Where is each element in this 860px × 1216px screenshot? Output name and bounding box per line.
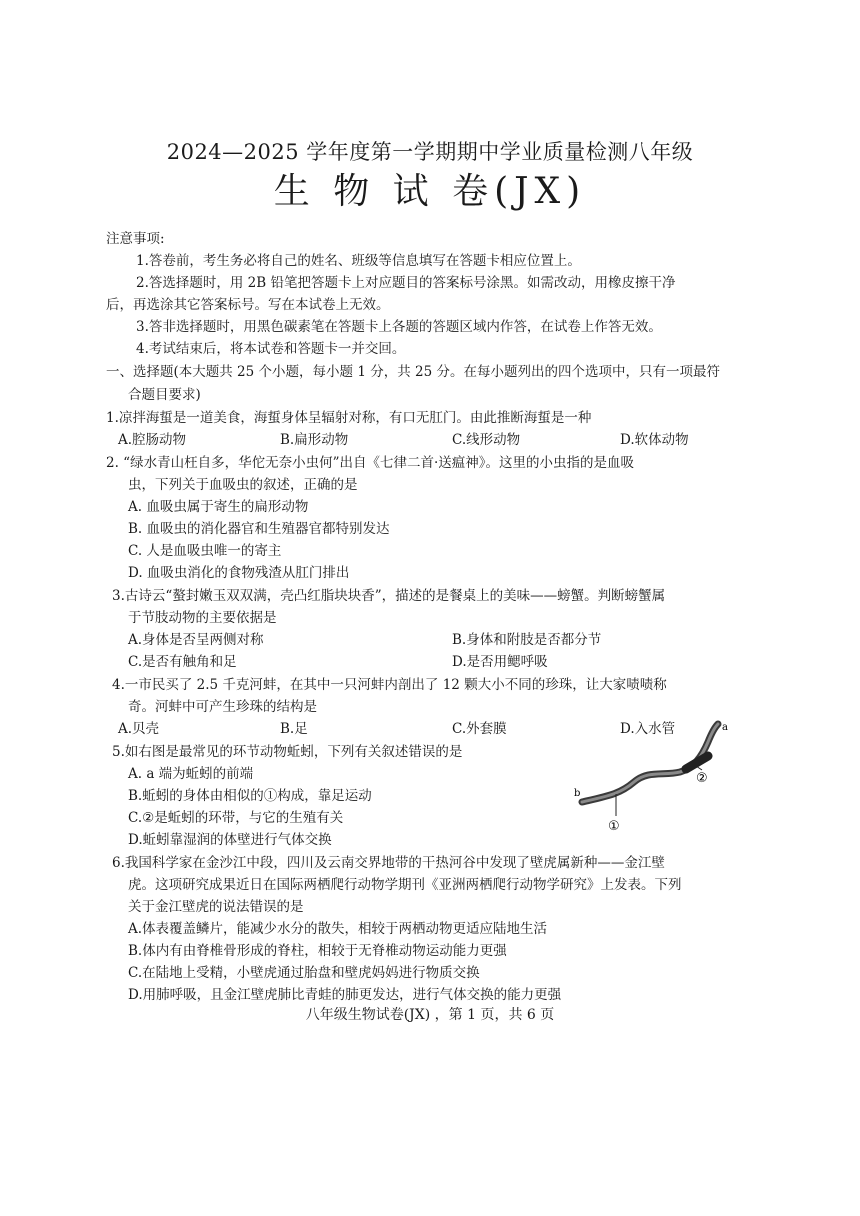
earthworm-illustration — [568, 716, 738, 836]
question-5-stem: 5.如右图是最常见的环节动物蚯蚓，下列有关叙述错误的是 — [112, 744, 463, 760]
question-3-stem-cont: 于节肢动物的主要依据是 — [128, 610, 277, 626]
exam-header-line: 2024—2025 学年度第一学期期中学业质量检测八年级 — [166, 140, 694, 164]
question-2-option-d: D. 血吸虫消化的食物残渣从肛门排出 — [128, 565, 350, 581]
question-1-stem: 1.凉拌海蜇是一道美食，海蜇身体呈辐射对称，有口无肛门。由此推断海蜇是一种 — [106, 410, 592, 426]
question-6-option-c: C.在陆地上受精，小壁虎通过胎盘和壁虎妈妈进行物质交换 — [128, 965, 480, 981]
figure-label-b: b — [574, 788, 581, 799]
notice-item-3: 3.答非选择题时，用黑色碳素笔在答题卡上各题的答题区域内作答，在试卷上作答无效。 — [136, 319, 662, 335]
question-1-option-c: C.线形动物 — [452, 432, 521, 448]
figure-label-2: ② — [696, 771, 708, 786]
question-6-option-b: B.体内有由脊椎骨形成的脊柱，相较于无脊椎动物运动能力更强 — [128, 943, 507, 959]
question-4-stem: 4.一市民买了 2.5 千克河蚌，在其中一只河蚌内剖出了 12 颗大小不同的珍珠，让大家啧啧称 — [112, 677, 667, 693]
question-3-option-c: C.是否有触角和足 — [128, 654, 237, 670]
question-6-option-d: D.用肺呼吸，且金江壁虎肺比青蛙的肺更发达，进行气体交换的能力更强 — [128, 987, 562, 1003]
exam-title: 生 物 试 卷(JX) — [273, 171, 587, 212]
figure-label-1: ① — [608, 819, 620, 834]
question-4-option-c: C.外套膜 — [452, 721, 507, 737]
question-4-option-b: B.足 — [280, 721, 308, 737]
notice-item-1: 1.答卷前，考生务必将自己的姓名、班级等信息填写在答题卡相应位置上。 — [136, 253, 581, 269]
figure-label-a: a — [722, 722, 728, 733]
notice-title: 注意事项: — [106, 231, 165, 247]
question-2-stem: 2. “绿水青山枉自多，华佗无奈小虫何”出自《七律二首·送瘟神》。这里的小虫指的是血吸 — [106, 455, 635, 471]
question-1-option-b: B.扁形动物 — [280, 432, 349, 448]
question-4-stem-cont: 奇。河蚌中可产生珍珠的结构是 — [128, 699, 317, 715]
question-6-stem-cont-2: 关于金江壁虎的说法错误的是 — [128, 899, 304, 915]
section-heading: 一、选择题(本大题共 25 个小题，每小题 1 分，共 25 分。在每小题列出的四个选项中，只有一项最符 — [106, 364, 720, 380]
question-1-option-d: D.软体动物 — [620, 432, 689, 448]
question-2-option-a: A. 血吸虫属于寄生的扁形动物 — [128, 499, 309, 515]
question-6-stem: 6.我国科学家在金沙江中段，四川及云南交界地带的干热河谷中发现了壁虎属新种——金江壁 — [112, 855, 665, 871]
question-4-option-a: A.贝壳 — [118, 721, 160, 737]
question-6-stem-cont-1: 虎。这项研究成果近日在国际两栖爬行动物学期刊《亚洲两栖爬行动物学研究》上发表。下列 — [128, 877, 682, 893]
notice-item-2: 2.答选择题时，用 2B 铅笔把答题卡上对应题目的答案标号涂黑。如需改动，用橡皮擦干净 — [136, 275, 676, 291]
question-3-option-d: D.是否用鳃呼吸 — [452, 654, 548, 670]
question-6-option-a: A.体表覆盖鳞片，能减少水分的散失，相较于两栖动物更适应陆地生活 — [128, 921, 548, 937]
notice-item-2-cont: 后，再选涂其它答案标号。写在本试卷上无效。 — [106, 297, 390, 313]
question-3-option-b: B.身体和附肢是否都分节 — [452, 632, 602, 648]
notice-item-4: 4.考试结束后，将本试卷和答题卡一并交回。 — [136, 341, 406, 357]
question-2-option-c: C. 人是血吸虫唯一的寄主 — [128, 543, 282, 559]
question-3-stem: 3.古诗云“螯封嫩玉双双满，壳凸红脂块块香”，描述的是餐桌上的美味——螃蟹。判断螃蟹属 — [112, 588, 666, 604]
question-1-option-a: A.腔肠动物 — [118, 432, 187, 448]
question-5-option-d: D.蚯蚓靠湿润的体壁进行气体交换 — [128, 832, 332, 848]
section-heading-cont: 合题目要求) — [128, 387, 201, 403]
question-5-option-a: A. a 端为蚯蚓的前端 — [128, 766, 254, 782]
question-5-option-b: B.蚯蚓的身体由相似的①构成，靠足运动 — [128, 788, 372, 804]
question-4-option-d: D.入水管 — [620, 721, 676, 737]
question-2-stem-cont: 虫，下列关于血吸虫的叙述，正确的是 — [128, 477, 358, 493]
question-2-option-b: B. 血吸虫的消化器官和生殖器官都特别发达 — [128, 521, 390, 537]
page-footer: 八年级生物试卷(JX) ，第 1 页，共 6 页 — [305, 1007, 555, 1023]
question-3-option-a: A.身体是否呈两侧对称 — [128, 632, 264, 648]
question-5-option-c: C.②是蚯蚓的环带，与它的生殖有关 — [128, 810, 344, 826]
